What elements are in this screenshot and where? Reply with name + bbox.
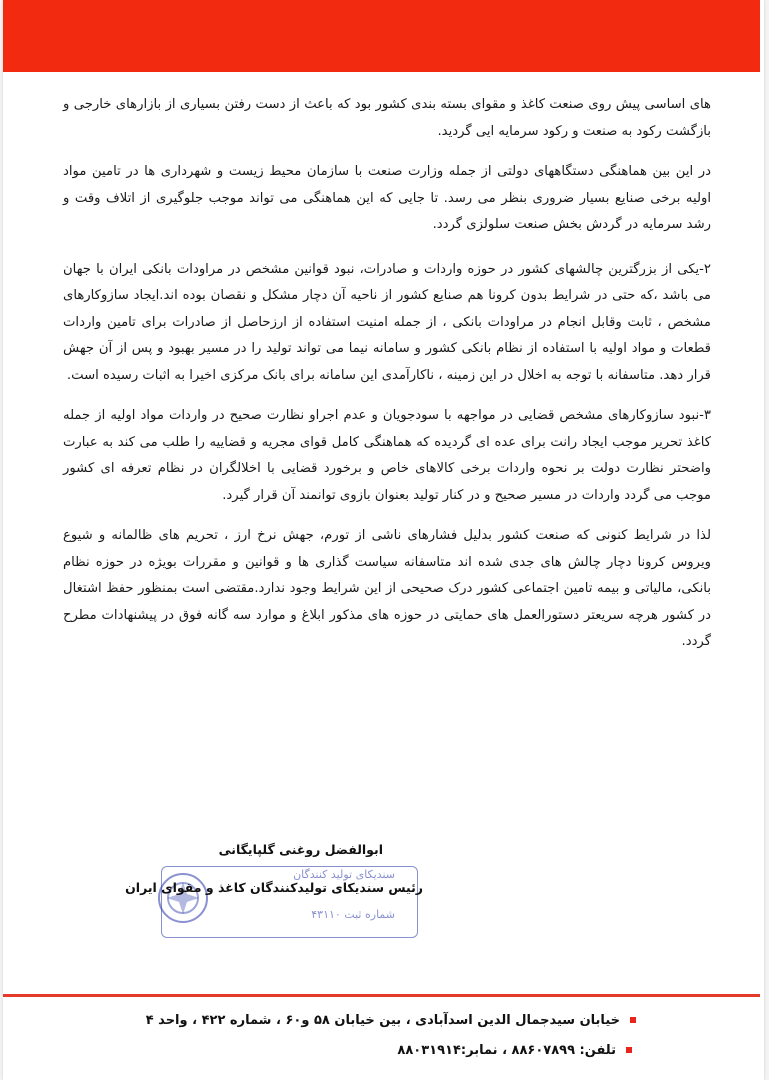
letter-page xyxy=(3,0,764,1080)
address-text: خیابان سیدجمال الدین اسدآبادی ، بین خیابان ۵۸ و۶۰ ، شماره ۴۲۲ ، واحد ۴ xyxy=(145,1012,620,1028)
stamp-text: سندیکای تولید کنندگان xyxy=(293,868,395,881)
footer-contact xyxy=(116,1005,636,1065)
paragraph: های اساسی پیش روی صنعت کاغذ و مقوای بسته بندی کشور بود که باعث از دست رفتن بسیاری از بازارهای خارجی و بازگشت رکود به صنعت و رکود سرمایه ایی گردید. xyxy=(63,97,711,139)
bullet-icon xyxy=(626,1047,632,1053)
address-row xyxy=(116,1005,636,1035)
phone-row xyxy=(116,1035,632,1065)
signatory-title: رئیس سندیکای تولیدکنندگان کاغذ و مقوای ایران xyxy=(125,880,423,895)
footer-divider xyxy=(3,994,760,997)
signature-block xyxy=(125,818,443,930)
stamp-number: شماره ثبت ۴۳۱۱۰ xyxy=(311,908,395,921)
paragraph: ۲-یکی از بزرگترین چالشهای کشور در حوزه واردات و صادرات، نبود قوانین مشخص در مراودات بانکی ایران با جهان می باشد ،که حتی در شرایط بدون کرونا هم صنایع کشور از ناحیه آن دچار مشکل و نقصان بوده اند.ایجاد سازوکارهای مشخص ، ثابت وقابل انجام در مراودات بانکی ، از جمله امنیت استفاده از ارزحاصل از صادرات برای تامین واردات قطعات و مواد اولیه با استفاده از نظام بانکی کشور و سامانه نیما می تواند تولید را در مسیر بهبود و پس از آن جهش قرار دهد. متاسفانه با توجه به اخلال در این زمینه ، ناکارآمدی این سامانه برای بانک مرکزی اخیرا به اثبات رسیده است. xyxy=(63,261,711,383)
bullet-icon xyxy=(630,1017,636,1023)
signatory-name: ابوالفضل روغنی گلپایگانی xyxy=(218,842,383,857)
paragraph: لذا در شرایط کنونی که صنعت کشور بدلیل فشارهای ناشی از تورم، جهش نرخ ارز ، تحریم های ظالمانه و شیوع ویروس کرونا دچار چالش های جدی شده اند متاسفانه سیاست گذاری ها و قوانین و مقررات بویژه در حوزه نظام بانکی، مالیاتی و بیمه تامین اجتماعی کشور درک صحیحی از این شرایط وجود ندارد.مقتضی است بمنظور حفظ اشتغال در کشور هرچه سریعتر دستورالعمل های حمایتی در حوزه های مذکور ابلاغ و موارد سه گانه فوق در پیشنهادات مطرح گردد. xyxy=(63,528,711,649)
letter-body xyxy=(63,92,711,670)
paragraph: ۳-نبود سازوکارهای مشخص قضایی در مواجهه با سودجویان و عدم اجراو نظارت صحیح در واردات مواد اولیه از جمله کاغذ تحریر موجب ایجاد رانت برای عده ای گردیده که هماهنگی کامل قوای مجریه و قضاییه را طلب می کند به عبارت واضحتر نظارت دولت بر نحوه واردات برخی کالاهای خاص و برخورد قضایی با اخلالگران در نظام تعرفه ای کشور موجب می گردد واردات در مسیر صحیح و در کنار تولید بعنوان بازوی توانمند آن قرار گیرد. xyxy=(63,408,711,503)
paragraph: در این بین هماهنگی دستگاههای دولتی از جمله وزارت صنعت با سازمان محیط زیست و شهرداری ها در تامین مواد اولیه برخی صنایع بسیار ضروری بنظر می رسد. تا جایی که این هماهنگی می تواند موجب جلوگیری از اتلاف وقت و رشد سرمایه در گردش بخش صنعت سلولزی گردد. xyxy=(63,164,711,232)
phone-text: تلفن: ۸۸۶۰۷۸۹۹ ، نمابر:۸۸۰۳۱۹۱۴ xyxy=(397,1042,616,1058)
header-bar xyxy=(3,0,760,72)
